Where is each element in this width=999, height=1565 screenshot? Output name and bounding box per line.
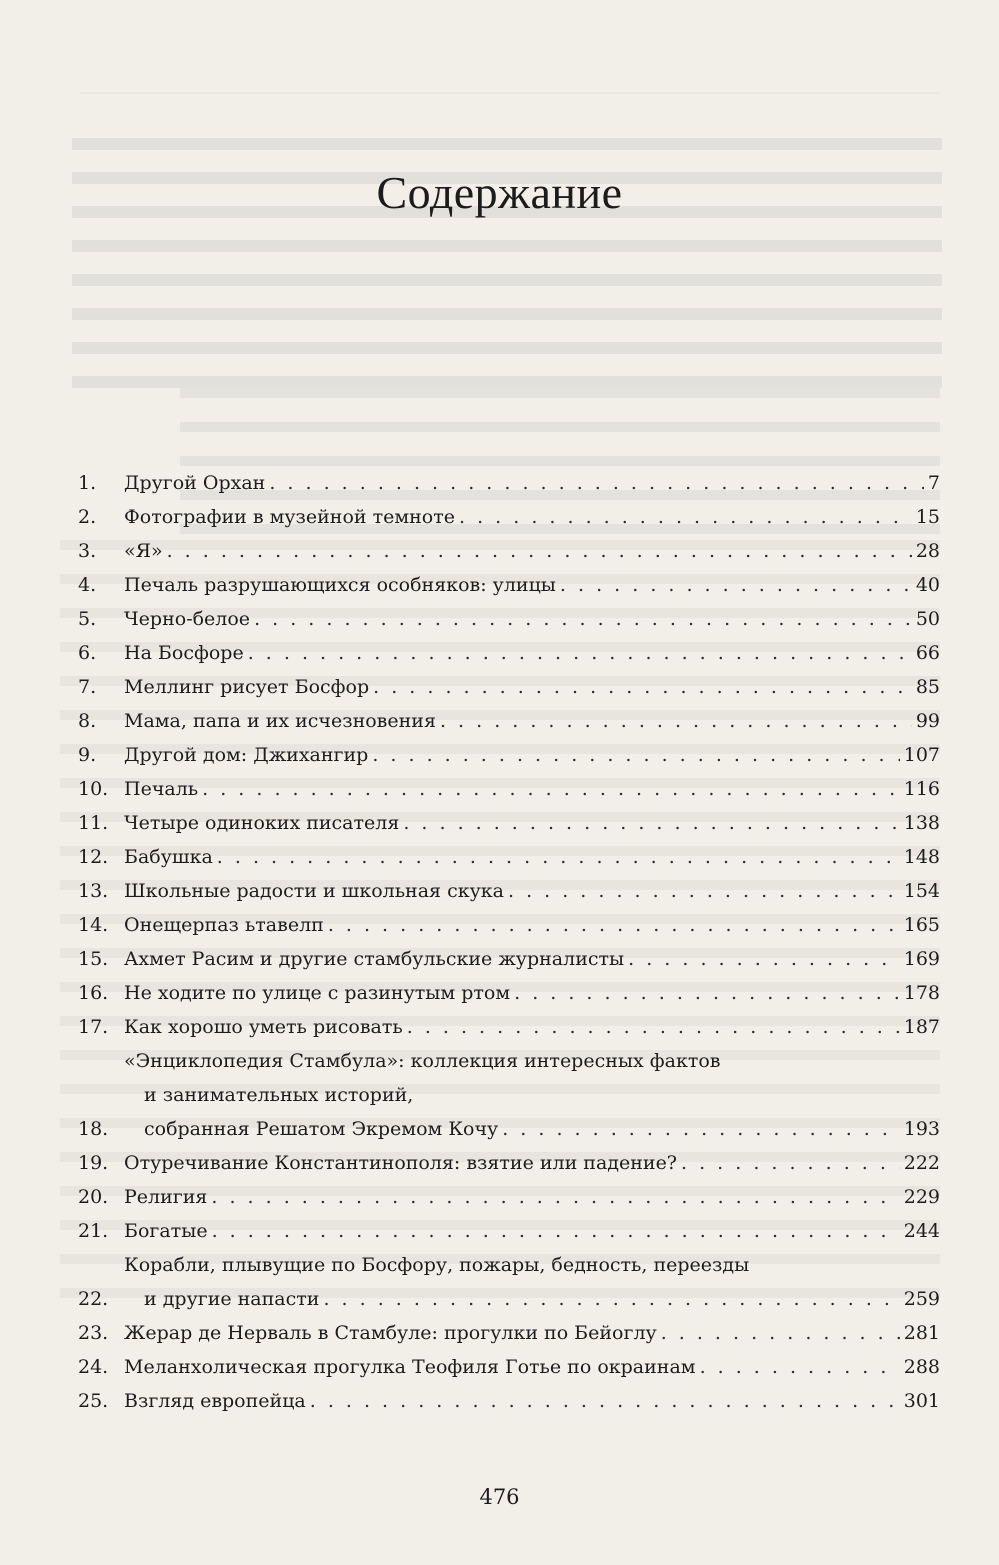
toc-entry-title-line: Отуречивание Константинополя: взятие или падение? <box>124 1152 677 1174</box>
toc-entry-number: 12. <box>78 846 109 868</box>
toc-entry <box>78 1248 940 1316</box>
toc-entry-number: 17. <box>78 1016 109 1038</box>
toc-entry <box>78 908 940 942</box>
dot-leader <box>254 602 912 636</box>
toc-entry-number: 8. <box>78 710 97 732</box>
toc-entry-page: 259 <box>903 1288 940 1310</box>
toc-entry-title-line: Черно-белое <box>124 608 251 630</box>
toc-entry-title-line: Богатые <box>124 1220 208 1242</box>
toc-entry-number: 3. <box>78 540 97 562</box>
toc-entry-number: 20. <box>78 1186 109 1208</box>
toc-entry <box>78 534 940 568</box>
toc-entry-page: 154 <box>903 880 940 902</box>
toc-entry-title-line: Фотографии в музейной темноте <box>124 506 456 528</box>
toc-entry-title-line: «Я» <box>124 540 163 562</box>
toc-entry-title-line: Корабли, плывущие по Босфору, пожары, бедность, переезды <box>124 1254 750 1276</box>
toc-entry-title-line: Онещерпаз ьтавелп <box>124 914 324 936</box>
dot-leader <box>560 568 912 602</box>
toc-entry-title-line: и другие напасти <box>144 1288 320 1310</box>
table-of-contents <box>78 466 940 1418</box>
toc-entry <box>78 806 940 840</box>
dot-leader <box>681 1146 900 1180</box>
toc-entry-page: 66 <box>915 642 940 664</box>
dot-leader <box>248 636 912 670</box>
toc-entry-title-line: Другой дом: Джихангир <box>124 744 369 766</box>
toc-entry-number: 15. <box>78 948 109 970</box>
toc-entry-page: 148 <box>903 846 940 868</box>
page-title: Содержание <box>376 166 623 218</box>
page-number: 476 <box>479 1485 520 1509</box>
dot-leader <box>217 840 900 874</box>
toc-entry <box>78 466 940 500</box>
toc-entry-title-line: и занимательных историй, <box>144 1084 414 1106</box>
toc-entry-number: 6. <box>78 642 97 664</box>
toc-entry-number: 19. <box>78 1152 109 1174</box>
toc-entry <box>78 840 940 874</box>
toc-entry-title-line: Меллинг рисует Босфор <box>124 676 370 698</box>
toc-entry <box>78 704 940 738</box>
toc-entry-page: 15 <box>915 506 940 528</box>
toc-entry <box>78 1214 940 1248</box>
toc-entry-number: 11. <box>78 812 109 834</box>
toc-entry-page: 7 <box>927 472 940 494</box>
toc-entry-page: 28 <box>915 540 940 562</box>
toc-entry-title-line: Не ходите по улице с разинутым ртом <box>124 982 511 1004</box>
toc-entry-page: 40 <box>915 574 940 596</box>
dot-leader <box>661 1316 900 1350</box>
toc-entry-number: 1. <box>78 472 97 494</box>
toc-entry <box>78 670 940 704</box>
toc-entry-title-line: «Энциклопедия Стамбула»: коллекция интересных фактов <box>124 1050 721 1072</box>
toc-entry-title-line: Религия <box>124 1186 208 1208</box>
toc-entry-page: 99 <box>915 710 940 732</box>
toc-entry-title-line: Ахмет Расим и другие стамбульские журналисты <box>124 948 625 970</box>
toc-entry <box>78 1316 940 1350</box>
toc-entry-number: 5. <box>78 608 97 630</box>
dot-leader <box>373 670 912 704</box>
toc-entry-title-line: Жерар де Нерваль в Стамбуле: прогулки по Бейоглу <box>124 1322 657 1344</box>
toc-entry-number: 22. <box>78 1288 109 1310</box>
toc-entry-title-line: На Босфоре <box>124 642 244 664</box>
toc-entry-page: 288 <box>903 1356 940 1378</box>
toc-entry-page: 165 <box>903 914 940 936</box>
toc-entry-title-line: собранная Решатом Экремом Кочу <box>144 1118 499 1140</box>
dot-leader <box>202 772 900 806</box>
toc-entry <box>78 1044 940 1146</box>
toc-entry-title-line: Печаль разрушающихся особняков: улицы <box>124 574 556 596</box>
toc-entry-number: 13. <box>78 880 109 902</box>
toc-entry-title-line: Мама, папа и их исчезновения <box>124 710 436 732</box>
dot-leader <box>628 942 900 976</box>
toc-entry-number: 7. <box>78 676 97 698</box>
toc-entry-number: 10. <box>78 778 109 800</box>
toc-entry-page: 229 <box>903 1186 940 1208</box>
toc-entry-number: 9. <box>78 744 97 766</box>
dot-leader <box>508 874 900 908</box>
dot-leader <box>211 1180 899 1214</box>
toc-entry-page: 138 <box>903 812 940 834</box>
dot-leader <box>212 1214 900 1248</box>
dot-leader <box>323 1282 899 1316</box>
toc-entry-page: 193 <box>903 1118 940 1140</box>
toc-entry-page: 281 <box>903 1322 940 1344</box>
dot-leader <box>310 1384 900 1418</box>
toc-entry-number: 4. <box>78 574 97 596</box>
dot-leader <box>700 1350 900 1384</box>
dot-leader <box>407 1010 900 1044</box>
toc-entry <box>78 636 940 670</box>
toc-entry-page: 244 <box>903 1220 940 1242</box>
toc-entry-number: 14. <box>78 914 109 936</box>
toc-entry-number: 23. <box>78 1322 109 1344</box>
dot-leader <box>372 738 899 772</box>
toc-entry-number: 21. <box>78 1220 109 1242</box>
dot-leader <box>167 534 912 568</box>
toc-entry-number: 24. <box>78 1356 109 1378</box>
toc-entry <box>78 602 940 636</box>
dot-leader <box>269 466 924 500</box>
toc-entry-page: 169 <box>903 948 940 970</box>
toc-entry-title-line: Школьные радости и школьная скука <box>124 880 504 902</box>
toc-entry-page: 50 <box>915 608 940 630</box>
dot-leader <box>514 976 900 1010</box>
toc-entry <box>78 874 940 908</box>
toc-entry-title-line: Меланхолическая прогулка Теофиля Готье по окраинам <box>124 1356 696 1378</box>
toc-entry-title-line: Другой Орхан <box>124 472 266 494</box>
toc-entry-page: 178 <box>903 982 940 1004</box>
toc-entry-number: 16. <box>78 982 109 1004</box>
toc-entry-title-line: Как хорошо уметь рисовать <box>124 1016 403 1038</box>
dot-leader <box>459 500 912 534</box>
toc-entry-number: 25. <box>78 1390 109 1412</box>
toc-entry-number: 18. <box>78 1118 109 1140</box>
toc-entry <box>78 1146 940 1180</box>
toc-entry <box>78 1350 940 1384</box>
toc-entry-title-line: Бабушка <box>124 846 213 868</box>
dot-leader <box>328 908 900 942</box>
toc-entry <box>78 976 940 1010</box>
toc-entry <box>78 500 940 534</box>
toc-entry <box>78 942 940 976</box>
toc-entry-page: 301 <box>903 1390 940 1412</box>
toc-entry <box>78 568 940 602</box>
toc-entry-title-line: Взгляд европейца <box>124 1390 306 1412</box>
toc-entry <box>78 772 940 806</box>
dot-leader <box>403 806 899 840</box>
dot-leader <box>502 1112 900 1146</box>
toc-entry-page: 187 <box>903 1016 940 1038</box>
toc-entry-page: 116 <box>903 778 940 800</box>
toc-entry <box>78 1384 940 1418</box>
dot-leader <box>440 704 912 738</box>
toc-entry <box>78 1180 940 1214</box>
toc-entry <box>78 738 940 772</box>
toc-entry <box>78 1010 940 1044</box>
toc-entry-title-line: Печаль <box>124 778 199 800</box>
toc-entry-page: 85 <box>915 676 940 698</box>
toc-entry-page: 107 <box>903 744 940 766</box>
toc-entry-number: 2. <box>78 506 97 528</box>
toc-entry-page: 222 <box>903 1152 940 1174</box>
toc-entry-title-line: Четыре одиноких писателя <box>124 812 400 834</box>
